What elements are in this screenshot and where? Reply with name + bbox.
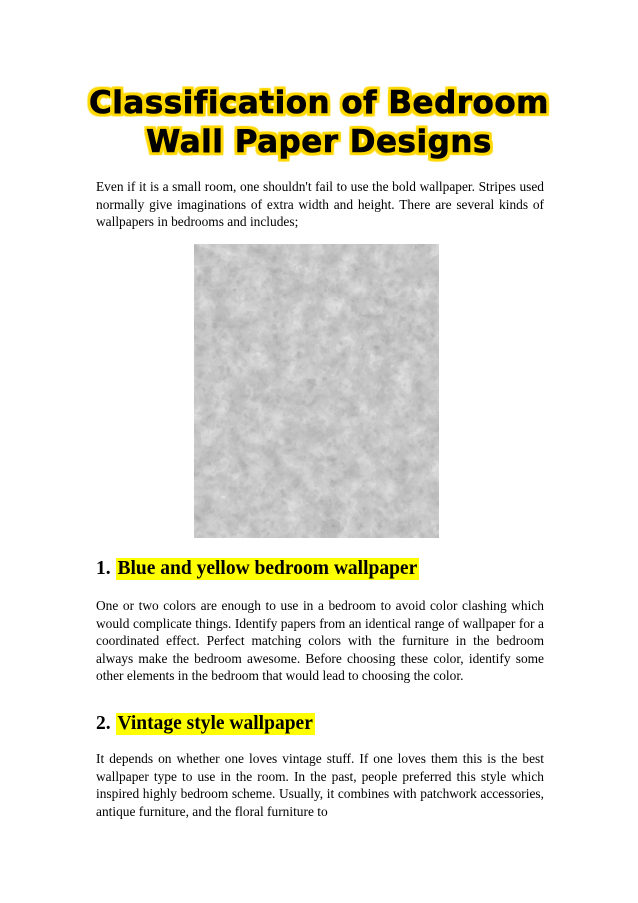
section-number-1: 1. [96, 558, 111, 579]
document-title-line-2: Wall Paper Designs [146, 124, 492, 160]
section-heading-2-highlight: Vintage style wallpaper [117, 713, 313, 734]
document-title-line-1: Classification of Bedroom [89, 85, 549, 121]
section-number-2: 2. [96, 713, 111, 734]
wallpaper-sample-image [194, 244, 439, 538]
section-heading-1-highlight: Blue and yellow bedroom wallpaper [117, 558, 418, 579]
section-1-body: One or two colors are enough to use in a bedroom to avoid color clashing which would complicate things. Identify papers from an identical range of wallpaper for a coordinated effect. Perfect matching colors with the furniture in the bedroom always make the bedroom awesome. Before choosing these color, identify some other elements in the bedroom that would lead to choosing the color. [96, 598, 544, 683]
section-heading-2 [96, 711, 315, 737]
section-2-body: It depends on whether one loves vintage stuff. If one loves them this is the best wallpaper type to use in the room. In the past, people preferred this style which inspired highly bedroom scheme. Usually, it combines with patchwork accessories, antique furniture, and the floral furniture to [96, 751, 544, 819]
intro-paragraph: Even if it is a small room, one shouldn't fail to use the bold wallpaper. Stripes used normally give imaginations of extra width and height. There are several kinds of wallpapers in bedrooms and includes; [96, 179, 544, 229]
section-heading-1 [96, 556, 419, 582]
